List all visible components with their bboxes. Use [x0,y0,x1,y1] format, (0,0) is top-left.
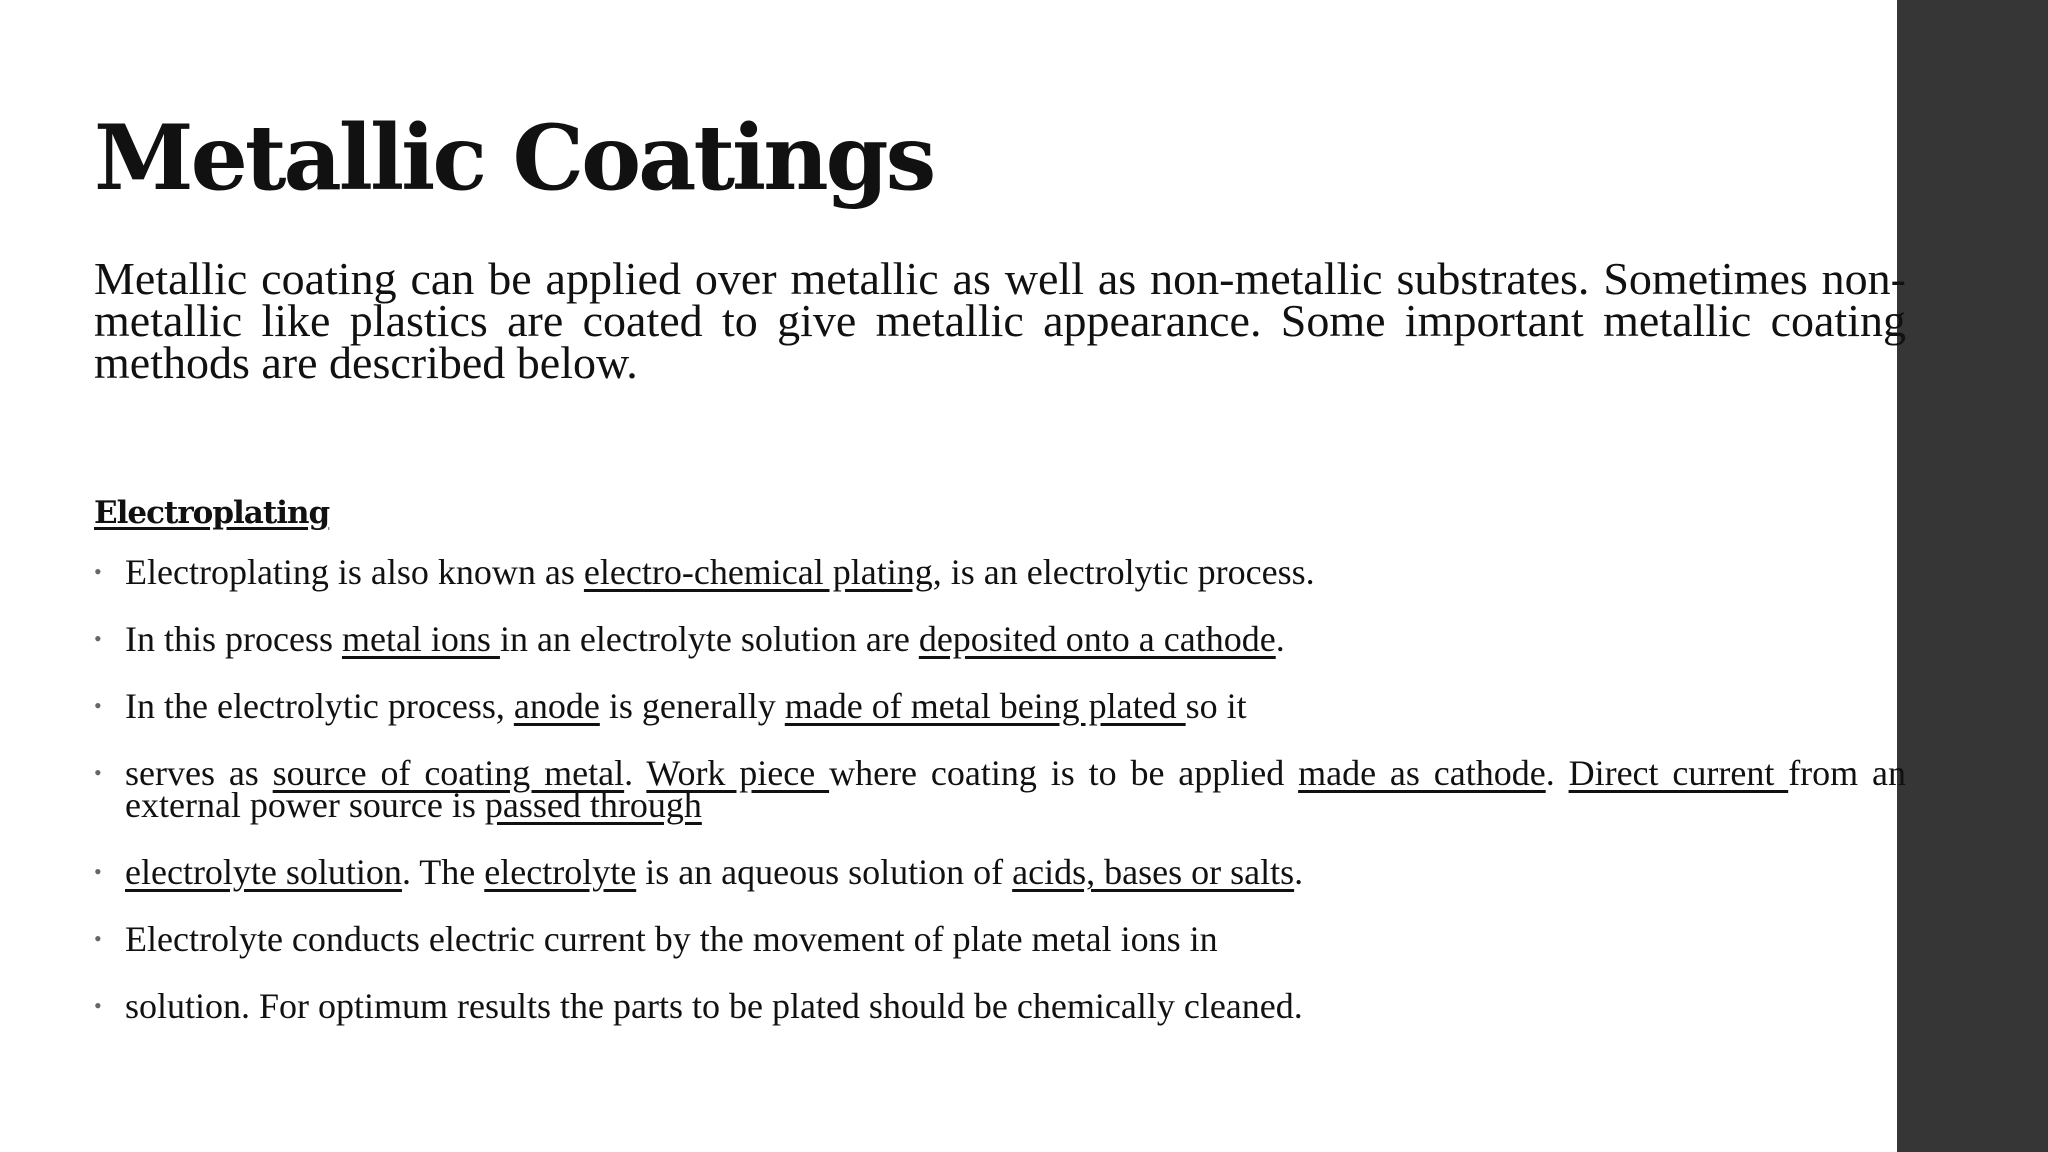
underlined-term: metal ions [341,619,500,659]
bullet-text: serves as [125,753,273,793]
bullet-text: . [624,753,647,793]
bullet-text: in an electrolyte solution are [499,619,919,659]
bullet-marker: • [94,559,102,584]
bullet-text: In this process [125,619,342,659]
bullet-text: Electroplating is also known as [125,552,584,592]
bullet-marker: • [94,926,102,951]
bullet-item [94,986,1906,1026]
side-accent-bar [1897,0,2048,1152]
bullet-text: solution. For optimum results the parts to be plated should be chemically cleaned. [125,986,1303,1026]
bullet-text: so it [1185,686,1247,726]
section-heading-electroplating: Electroplating [94,495,330,531]
bullet-marker: • [94,993,102,1018]
bullet-item [94,552,1906,592]
underlined-term: electrolyte solution [125,852,402,892]
bullet-list [94,552,1907,1057]
bullet-item [94,753,1907,825]
underlined-term: Direct current [1568,753,1789,793]
underlined-term: made as cathode [1298,753,1546,793]
bullet-text: is an aqueous solution of [636,852,1013,892]
underlined-term: deposited onto a cathode [918,619,1276,659]
bullet-text: Electrolyte conducts electric current by the movement of plate metal ions in [125,919,1218,959]
underlined-term: Work piece [646,753,830,793]
underlined-term: source of coating metal [272,753,625,793]
bullet-marker: • [94,760,102,785]
bullet-text: . [1275,619,1285,659]
bullet-marker: • [94,693,102,718]
underlined-term: acids, bases or salts [1012,852,1295,892]
bullet-text: , is an electrolytic process. [932,552,1315,592]
underlined-term: made of metal being plated [784,686,1186,726]
slide-title: Metallic Coatings [94,105,934,211]
bullet-text: from an external power source is [125,753,1907,825]
bullet-text: where coating is to be applied [829,753,1299,793]
underlined-term: anode [513,686,600,726]
bullet-item [94,852,1906,892]
bullet-text: . [1294,852,1304,892]
bullet-item [94,619,1906,659]
bullet-text: . [1545,753,1569,793]
intro-paragraph: Metallic coating can be applied over metallic as well as non-metallic substrates. Sometimes non-metallic like plastics are coated to give metallic appearance. Some important metallic coating methods are described below. [94,253,1906,388]
bullet-marker: • [94,626,102,651]
bullet-marker: • [94,859,102,884]
bullet-text: In the electrolytic process, [125,686,514,726]
underlined-term: passed through [484,785,702,825]
bullet-item [94,686,1906,726]
bullet-text: is generally [599,686,785,726]
underlined-term: electrolyte [484,852,637,892]
underlined-term: electro-chemical plating [583,552,933,592]
bullet-text: . The [401,852,485,892]
bullet-item [94,919,1906,959]
